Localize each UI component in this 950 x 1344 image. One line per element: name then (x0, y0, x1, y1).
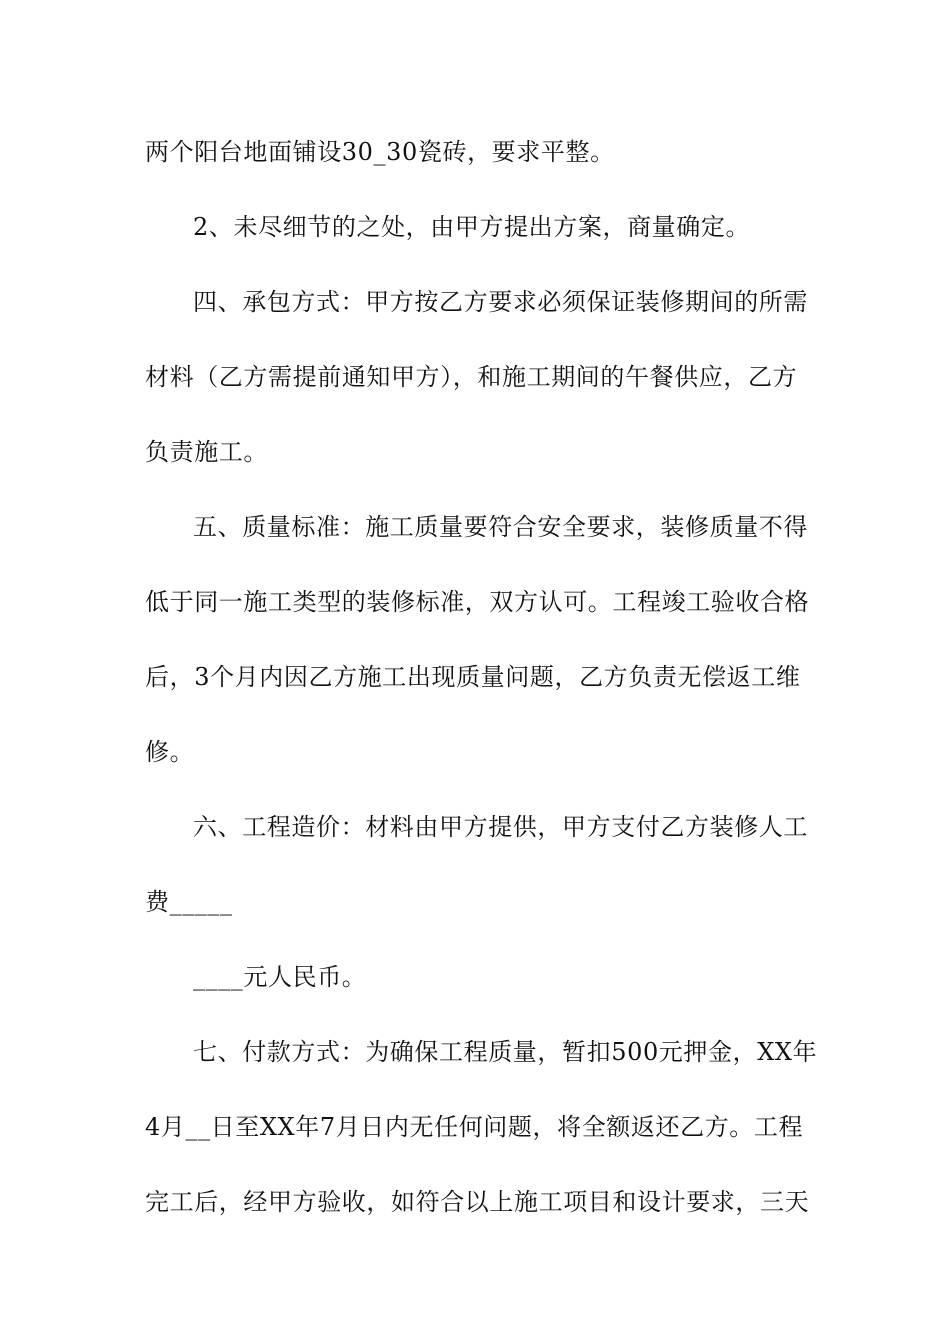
text-line-1: 两个阳台地面铺设30_30瓷砖，要求平整。 (145, 138, 615, 166)
text-line-15: 完工后，经甲方验收，如符合以上施工项目和设计要求，三天 (145, 1188, 810, 1216)
text-line-11: 费_____ (145, 888, 233, 916)
text-line-6: 五、质量标准：施工质量要符合安全要求，装修质量不得 (193, 513, 808, 541)
text-line-9: 修。 (145, 738, 195, 766)
text-line-5: 负责施工。 (145, 438, 268, 466)
text-line-2: 2、未尽细节的之处，由甲方提出方案，商量确定。 (193, 213, 751, 241)
text-line-12: ____元人民币。 (193, 963, 367, 991)
text-line-7: 低于同一施工类型的装修标准，双方认可。工程竣工验收合格 (145, 588, 810, 616)
text-line-13: 七、付款方式：为确保工程质量，暂扣500元押金，XX年 (193, 1038, 818, 1066)
text-line-10: 六、工程造价：材料由甲方提供，甲方支付乙方装修人工 (193, 813, 808, 841)
text-line-14: 4月__日至XX年7月日内无任何问题，将全额返还乙方。工程 (145, 1113, 804, 1141)
text-line-3: 四、承包方式：甲方按乙方要求必须保证装修期间的所需 (193, 288, 808, 316)
text-line-4: 材料（乙方需提前通知甲方），和施工期间的午餐供应，乙方 (145, 363, 798, 391)
text-line-8: 后，3个月内因乙方施工出现质量问题，乙方负责无偿返工维 (145, 663, 801, 691)
